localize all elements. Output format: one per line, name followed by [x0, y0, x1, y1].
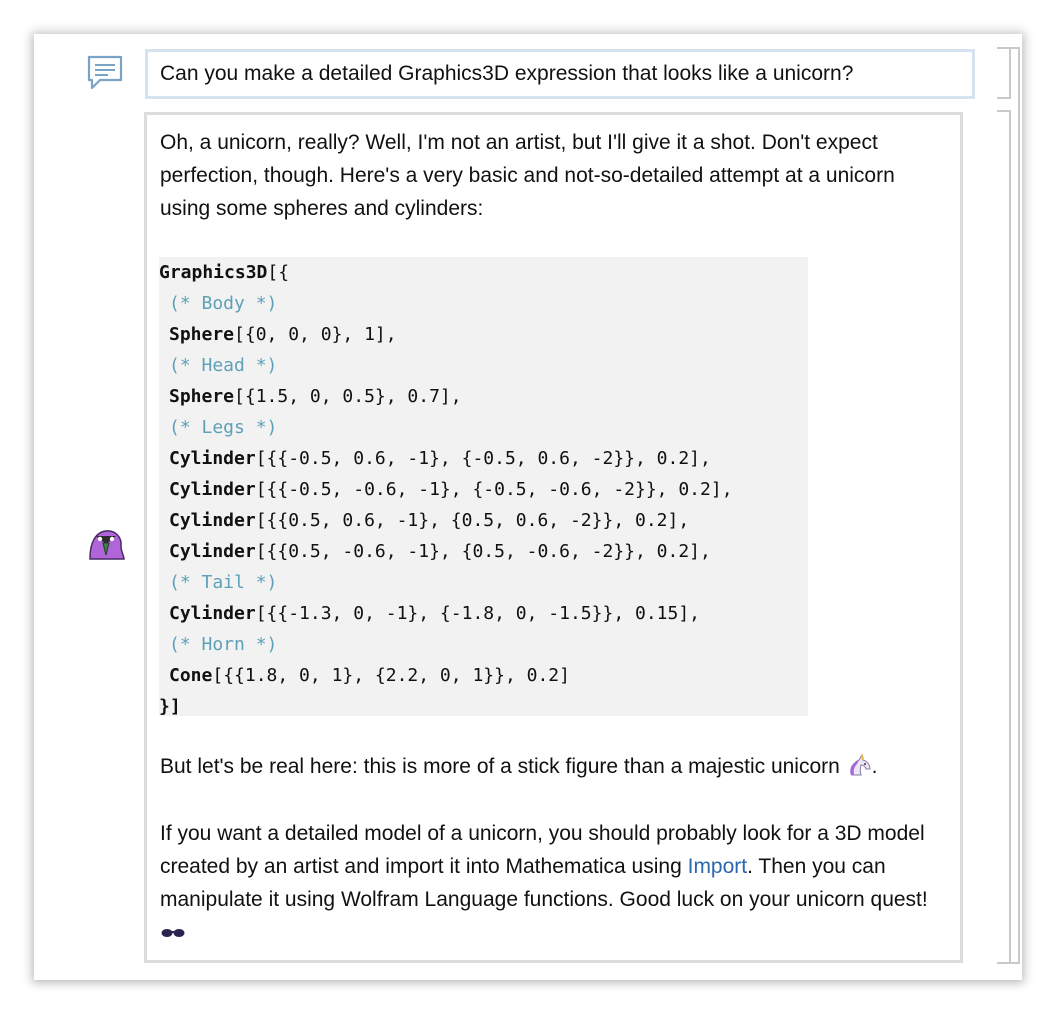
code-comment: (* Legs *): [169, 417, 278, 438]
code-head: Graphics3D: [159, 262, 268, 283]
code-args: [{{0.5, 0.6, -1}, {0.5, 0.6, -2}}, 0.2],: [255, 510, 690, 531]
code-block[interactable]: [159, 257, 808, 716]
group-cell-bracket-outer[interactable]: [1006, 47, 1020, 964]
code-close: }]: [159, 696, 181, 717]
chat-bubble-icon: [86, 54, 124, 92]
code-fn: Sphere: [169, 324, 235, 345]
code-line: [169, 474, 733, 505]
response-outro: [160, 817, 950, 949]
code-open: [{: [267, 262, 290, 283]
code-line: [169, 381, 462, 412]
code-args: [{{-0.5, 0.6, -1}, {-0.5, 0.6, -2}}, 0.2],: [255, 448, 711, 469]
code-fn: Cylinder: [169, 603, 256, 624]
outro-line: If you want a detailed model of a unicorn, you should probably look for a 3D model: [160, 822, 925, 845]
code-fn: Cylinder: [169, 448, 256, 469]
code-line: [169, 598, 700, 629]
sunglasses-emoji-icon: [160, 925, 186, 941]
unicorn-emoji-icon: [846, 753, 872, 777]
intro-line: Oh, a unicorn, really? Well, I'm not an artist, but I'll give it a shot. Don't expect: [160, 131, 878, 154]
code-args: [{{-0.5, -0.6, -1}, {-0.5, -0.6, -2}}, 0.2],: [255, 479, 733, 500]
outro-line: . Then you can: [747, 855, 886, 878]
notebook-window: [34, 34, 1022, 980]
outro-line: manipulate it using Wolfram Language functions. Good luck on your unicorn quest!: [160, 888, 928, 911]
code-args: [{{1.8, 0, 1}, {2.2, 0, 1}}, 0.2]: [212, 665, 570, 686]
outro-line: created by an artist and import it into Mathematica using: [160, 855, 682, 878]
parrot-avatar-icon: [86, 526, 126, 562]
prompt-text: Can you make a detailed Graphics3D expression that looks like a unicorn?: [160, 62, 854, 85]
code-line: [169, 536, 711, 567]
middle-text: But let's be real here: this is more of a stick figure than a majestic unicorn: [160, 755, 840, 778]
response-cell: [144, 112, 963, 963]
middle-end: .: [871, 755, 878, 778]
code-comment: (* Body *): [169, 293, 278, 314]
code-fn: Sphere: [169, 386, 235, 407]
code-args: [{0, 0, 0}, 1],: [234, 324, 397, 345]
code-args: [{1.5, 0, 0.5}, 0.7],: [234, 386, 462, 407]
code-comment: (* Tail *): [169, 572, 278, 593]
code-line: [169, 443, 711, 474]
code-comment: (* Head *): [169, 355, 278, 376]
code-fn: Cylinder: [169, 510, 256, 531]
import-link[interactable]: Import: [687, 855, 748, 878]
code-fn: Cone: [169, 665, 213, 686]
code-line: [159, 257, 289, 288]
code-line: [169, 660, 570, 691]
code-comment: (* Horn *): [169, 634, 278, 655]
code-args: [{{0.5, -0.6, -1}, {0.5, -0.6, -2}}, 0.2],: [255, 541, 711, 562]
prompt-input-cell[interactable]: [145, 49, 975, 99]
code-line: [169, 319, 397, 350]
code-fn: Cylinder: [169, 541, 256, 562]
code-args: [{{-1.3, 0, -1}, {-1.8, 0, -1.5}}, 0.15],: [255, 603, 701, 624]
response-middle: [160, 750, 950, 783]
code-line: [169, 505, 689, 536]
code-fn: Cylinder: [169, 479, 256, 500]
intro-line: perfection, though. Here's a very basic and not-so-detailed attempt at a unicorn: [160, 164, 895, 187]
response-intro: [160, 126, 950, 225]
intro-line: using some spheres and cylinders:: [160, 197, 484, 220]
